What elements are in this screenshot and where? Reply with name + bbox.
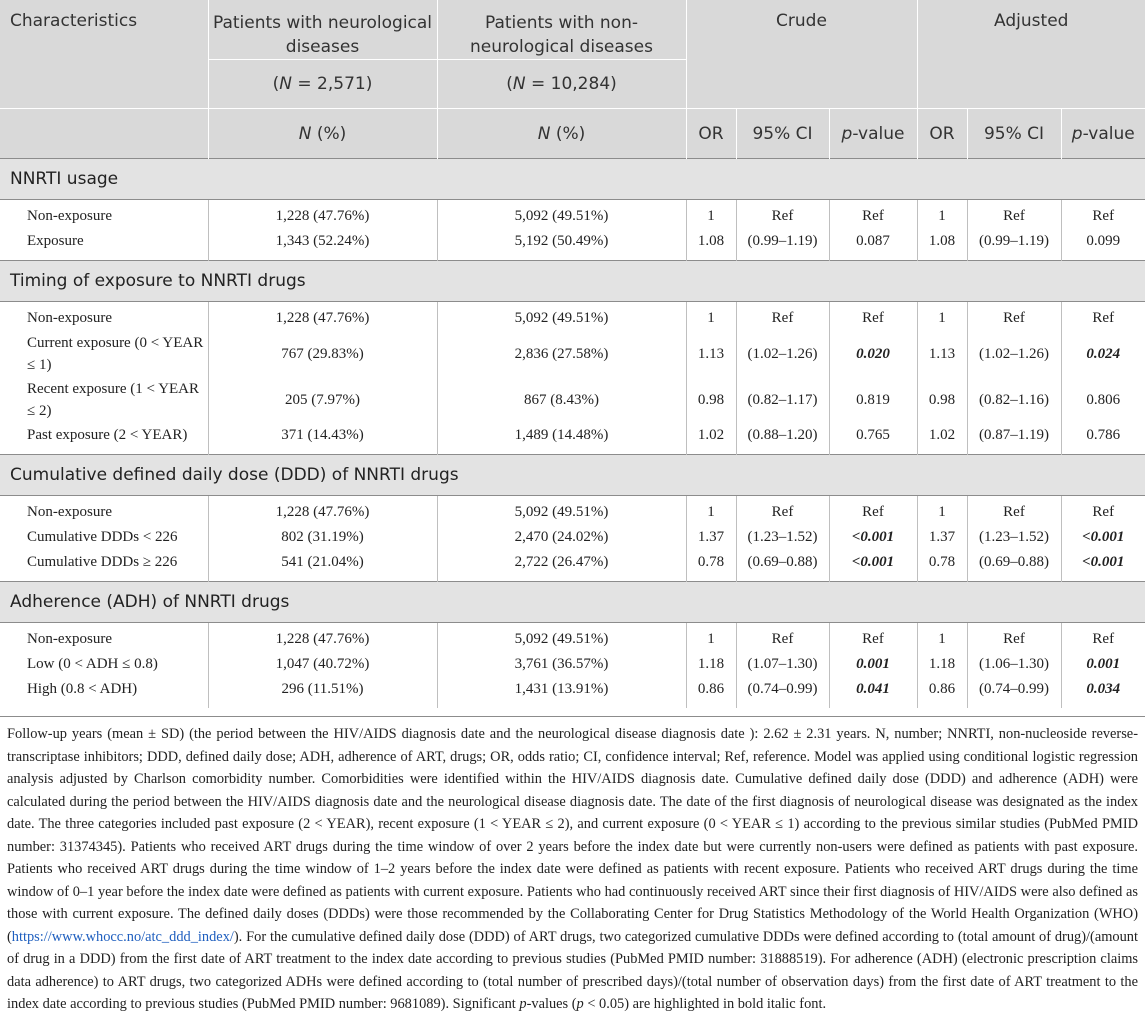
- table-body: [0, 159, 1145, 709]
- crude-ci-cell: Ref: [736, 623, 829, 653]
- adjusted-p-cell: 0.786: [1061, 423, 1145, 455]
- crude-ci-cell: Ref: [736, 496, 829, 526]
- non-neuro-count-cell: 867 (8.43%): [437, 377, 686, 423]
- adjusted-or-cell: 0.78: [917, 550, 967, 582]
- non-neuro-count-cell: 1,489 (14.48%): [437, 423, 686, 455]
- crude-ci-cell: Ref: [736, 200, 829, 230]
- section-title: Timing of exposure to NNRTI drugs: [0, 261, 1145, 302]
- crude-p-cell: 0.020: [829, 331, 917, 377]
- crude-or-cell: 0.98: [686, 377, 736, 423]
- adjusted-ci-cell: (1.06–1.30): [967, 652, 1061, 677]
- adjusted-ci-cell: Ref: [967, 200, 1061, 230]
- non-neuro-count-cell: 1,431 (13.91%): [437, 677, 686, 708]
- section-title: Cumulative defined daily dose (DDD) of NNRTI drugs: [0, 455, 1145, 496]
- row-label: Cumulative DDDs ≥ 226: [27, 554, 178, 570]
- adjusted-ci-cell: (0.74–0.99): [967, 677, 1061, 708]
- table-row: [0, 200, 1145, 230]
- non-neuro-count-cell: 5,192 (50.49%): [437, 229, 686, 261]
- neuro-count-cell: 1,228 (47.76%): [208, 496, 437, 526]
- adjusted-or-cell: 1: [917, 623, 967, 653]
- table-row: [0, 377, 1145, 423]
- crude-ci-cell: Ref: [736, 302, 829, 332]
- crude-ci-header: 95% CI: [736, 109, 829, 159]
- adjusted-ci-cell: Ref: [967, 623, 1061, 653]
- table-row: [0, 423, 1145, 455]
- crude-or-cell: 1: [686, 623, 736, 653]
- adjusted-p-cell: 0.024: [1061, 331, 1145, 377]
- neuro-n-pct-header: N (%): [208, 109, 437, 159]
- adjusted-header: Adjusted: [917, 0, 1145, 60]
- neuro-count-cell: 541 (21.04%): [208, 550, 437, 582]
- adjusted-ci-cell: (0.99–1.19): [967, 229, 1061, 261]
- crude-ci-cell: (0.74–0.99): [736, 677, 829, 708]
- crude-p-cell: 0.001: [829, 652, 917, 677]
- crude-or-cell: 1.37: [686, 525, 736, 550]
- table-row: [0, 496, 1145, 526]
- crude-or-cell: 1: [686, 496, 736, 526]
- adjusted-or-cell: 1.13: [917, 331, 967, 377]
- neuro-count-cell: 1,228 (47.76%): [208, 200, 437, 230]
- crude-p-cell: Ref: [829, 496, 917, 526]
- adjusted-ci-cell: (0.82–1.16): [967, 377, 1061, 423]
- adjusted-or-cell: 1: [917, 200, 967, 230]
- crude-or-cell: 1.18: [686, 652, 736, 677]
- adjusted-ci-header: 95% CI: [967, 109, 1061, 159]
- crude-or-cell: 1: [686, 302, 736, 332]
- crude-p-header: p-value: [829, 109, 917, 159]
- row-label: Recent exposure (1 < YEAR ≤ 2): [27, 381, 200, 419]
- neuro-n-header: (N = 2,571): [208, 60, 437, 109]
- crude-or-cell: 0.86: [686, 677, 736, 708]
- crude-ci-cell: (1.23–1.52): [736, 525, 829, 550]
- table-row: [0, 550, 1145, 582]
- adjusted-ci-cell: (0.87–1.19): [967, 423, 1061, 455]
- row-label: Non-exposure: [27, 208, 112, 224]
- section-title: NNRTI usage: [0, 159, 1145, 200]
- table-row: [0, 652, 1145, 677]
- adjusted-or-cell: 1: [917, 302, 967, 332]
- table-header: [0, 0, 1145, 159]
- neuro-count-cell: 205 (7.97%): [208, 377, 437, 423]
- adjusted-or-header: OR: [917, 109, 967, 159]
- neuro-group-header: Patients with neurological diseases: [208, 0, 437, 60]
- crude-p-cell: <0.001: [829, 525, 917, 550]
- crude-p-cell: 0.041: [829, 677, 917, 708]
- non-neuro-count-cell: 5,092 (49.51%): [437, 200, 686, 230]
- adjusted-or-cell: 1.02: [917, 423, 967, 455]
- non-neuro-n-header: (N = 10,284): [437, 60, 686, 109]
- crude-or-cell: 1.13: [686, 331, 736, 377]
- adjusted-ci-cell: Ref: [967, 302, 1061, 332]
- section-row: [0, 159, 1145, 200]
- neuro-count-cell: 1,343 (52.24%): [208, 229, 437, 261]
- non-neuro-count-cell: 2,836 (27.58%): [437, 331, 686, 377]
- neuro-count-cell: 371 (14.43%): [208, 423, 437, 455]
- characteristics-header: Characteristics: [0, 0, 208, 60]
- adjusted-p-cell: Ref: [1061, 623, 1145, 653]
- adjusted-p-header: p-value: [1061, 109, 1145, 159]
- row-label: Non-exposure: [27, 310, 112, 326]
- row-label: Cumulative DDDs < 226: [27, 529, 178, 545]
- adjusted-or-cell: 1.18: [917, 652, 967, 677]
- row-label: Non-exposure: [27, 504, 112, 520]
- crude-or-cell: 1: [686, 200, 736, 230]
- adjusted-p-cell: <0.001: [1061, 550, 1145, 582]
- row-label: Past exposure (2 < YEAR): [27, 427, 188, 443]
- neuro-count-cell: 1,228 (47.76%): [208, 302, 437, 332]
- table-row: [0, 623, 1145, 653]
- non-neuro-count-cell: 2,722 (26.47%): [437, 550, 686, 582]
- section-row: [0, 261, 1145, 302]
- crude-ci-cell: (0.69–0.88): [736, 550, 829, 582]
- crude-p-cell: 0.819: [829, 377, 917, 423]
- non-neuro-count-cell: 3,761 (36.57%): [437, 652, 686, 677]
- neuro-count-cell: 802 (31.19%): [208, 525, 437, 550]
- crude-p-cell: 0.765: [829, 423, 917, 455]
- adjusted-p-cell: 0.099: [1061, 229, 1145, 261]
- crude-ci-cell: (1.07–1.30): [736, 652, 829, 677]
- section-row: [0, 455, 1145, 496]
- row-label: Exposure: [27, 233, 84, 249]
- crude-header: Crude: [686, 0, 917, 60]
- crude-or-cell: 1.02: [686, 423, 736, 455]
- table-row: [0, 229, 1145, 261]
- crude-p-cell: Ref: [829, 200, 917, 230]
- crude-p-cell: Ref: [829, 623, 917, 653]
- adjusted-ci-cell: (1.02–1.26): [967, 331, 1061, 377]
- table-row: [0, 302, 1145, 332]
- crude-or-header: OR: [686, 109, 736, 159]
- non-neuro-count-cell: 5,092 (49.51%): [437, 302, 686, 332]
- who-atc-link[interactable]: https://www.whocc.no/atc_ddd_index/: [11, 928, 234, 945]
- adjusted-or-cell: 0.86: [917, 677, 967, 708]
- crude-p-cell: 0.087: [829, 229, 917, 261]
- adjusted-p-cell: 0.034: [1061, 677, 1145, 708]
- crude-ci-cell: (0.82–1.17): [736, 377, 829, 423]
- adjusted-p-cell: <0.001: [1061, 525, 1145, 550]
- non-neuro-n-pct-header: N (%): [437, 109, 686, 159]
- neuro-count-cell: 1,047 (40.72%): [208, 652, 437, 677]
- table-row: [0, 677, 1145, 708]
- adjusted-ci-cell: (1.23–1.52): [967, 525, 1061, 550]
- crude-ci-cell: (1.02–1.26): [736, 331, 829, 377]
- row-label: Current exposure (0 < YEAR ≤ 1): [27, 335, 204, 373]
- adjusted-p-cell: Ref: [1061, 200, 1145, 230]
- row-label: Low (0 < ADH ≤ 0.8): [27, 656, 158, 672]
- table-row: [0, 331, 1145, 377]
- row-label: Non-exposure: [27, 631, 112, 647]
- table-footnote: Follow-up years (mean ± SD) (the period between the HIV/AIDS diagnosis date and the neurological disease diagnosis date ): 2.62 ± 2.31 years. N, number; NNRTI, non-nucleoside reverse-transcriptase inhibitors; DDD, defined daily dose; ADH, adherence of ART, drugs; OR, odds ratio; CI, confidence interval; Ref, reference. Model was applied using conditional logistic regression analysis adjusted by Charlson comorbidity number. Comorbidities were identified within the HIV/AIDS diagnosis date. Cumulative defined daily dose (DDD) and adherence (ADH) were calculated during the period between the HIV/AIDS diagnosis date and the neurological disease diagnosis date. The date of the first diagnosis of neurological disease was designated as the index date. The three categories included past exposure (2 < YEAR), recent exposure (1 < YEAR ≤ 2), and current exposure (0 < YEAR ≤ 1) according to the previous similar studies (PubMed PMID number: 31374345). Patients who received ART drugs during the time window of over 2 years before the index date but were currently non-users were defined as patients with past exposure. Patients who received ART drugs during the time window of 1–2 years before the index date were defined as patients with recent exposure. Patients who received ART drugs during the time window of 0–1 year before the index date were defined as patients with current exposure. Patients who had continuously received ART since their first diagnosis of HIV/AIDS were also defined as those with current exposure. The defined daily doses (DDDs) were those recommended by the Collaborating Center for Drug Statistics Methodology of the World Health Organization (WHO) (https://www.whocc.no/atc_ddd_index/). For the cumulative defined daily dose (DDD) of ART drugs, two categorized cumulative DDDs were defined according to (total amount of drug)/(amount of drug in a DDD) from the first date of ART treatment to the index date according to previous studies (PubMed PMID number: 31888519). For adherence (ADH) (electronic prescription claims data adherence) to ART drugs, two categorized ADHs were defined according to (total number of prescribed days)/(total number of observation days) from the first date of ART treatment to the index date according to previous studies (PubMed PMID number: 9681089). Significant p-values (p < 0.05) are highlighted in bold italic font.: [0, 716, 1145, 1016]
- adjusted-ci-cell: (0.69–0.88): [967, 550, 1061, 582]
- adjusted-p-cell: 0.001: [1061, 652, 1145, 677]
- crude-p-cell: <0.001: [829, 550, 917, 582]
- adjusted-ci-cell: Ref: [967, 496, 1061, 526]
- non-neuro-count-cell: 2,470 (24.02%): [437, 525, 686, 550]
- adjusted-or-cell: 0.98: [917, 377, 967, 423]
- adjusted-or-cell: 1: [917, 496, 967, 526]
- neuro-count-cell: 767 (29.83%): [208, 331, 437, 377]
- adjusted-p-cell: 0.806: [1061, 377, 1145, 423]
- neuro-count-cell: 1,228 (47.76%): [208, 623, 437, 653]
- non-neuro-count-cell: 5,092 (49.51%): [437, 496, 686, 526]
- section-row: [0, 582, 1145, 623]
- adjusted-p-cell: Ref: [1061, 302, 1145, 332]
- crude-ci-cell: (0.88–1.20): [736, 423, 829, 455]
- non-neuro-count-cell: 5,092 (49.51%): [437, 623, 686, 653]
- crude-or-cell: 0.78: [686, 550, 736, 582]
- section-title: Adherence (ADH) of NNRTI drugs: [0, 582, 1145, 623]
- non-neuro-group-header: Patients with non-neurological diseases: [437, 0, 686, 60]
- crude-p-cell: Ref: [829, 302, 917, 332]
- row-label: High (0.8 < ADH): [27, 681, 138, 697]
- table-row: [0, 525, 1145, 550]
- adjusted-or-cell: 1.37: [917, 525, 967, 550]
- neuro-count-cell: 296 (11.51%): [208, 677, 437, 708]
- crude-or-cell: 1.08: [686, 229, 736, 261]
- adjusted-p-cell: Ref: [1061, 496, 1145, 526]
- crude-ci-cell: (0.99–1.19): [736, 229, 829, 261]
- adjusted-or-cell: 1.08: [917, 229, 967, 261]
